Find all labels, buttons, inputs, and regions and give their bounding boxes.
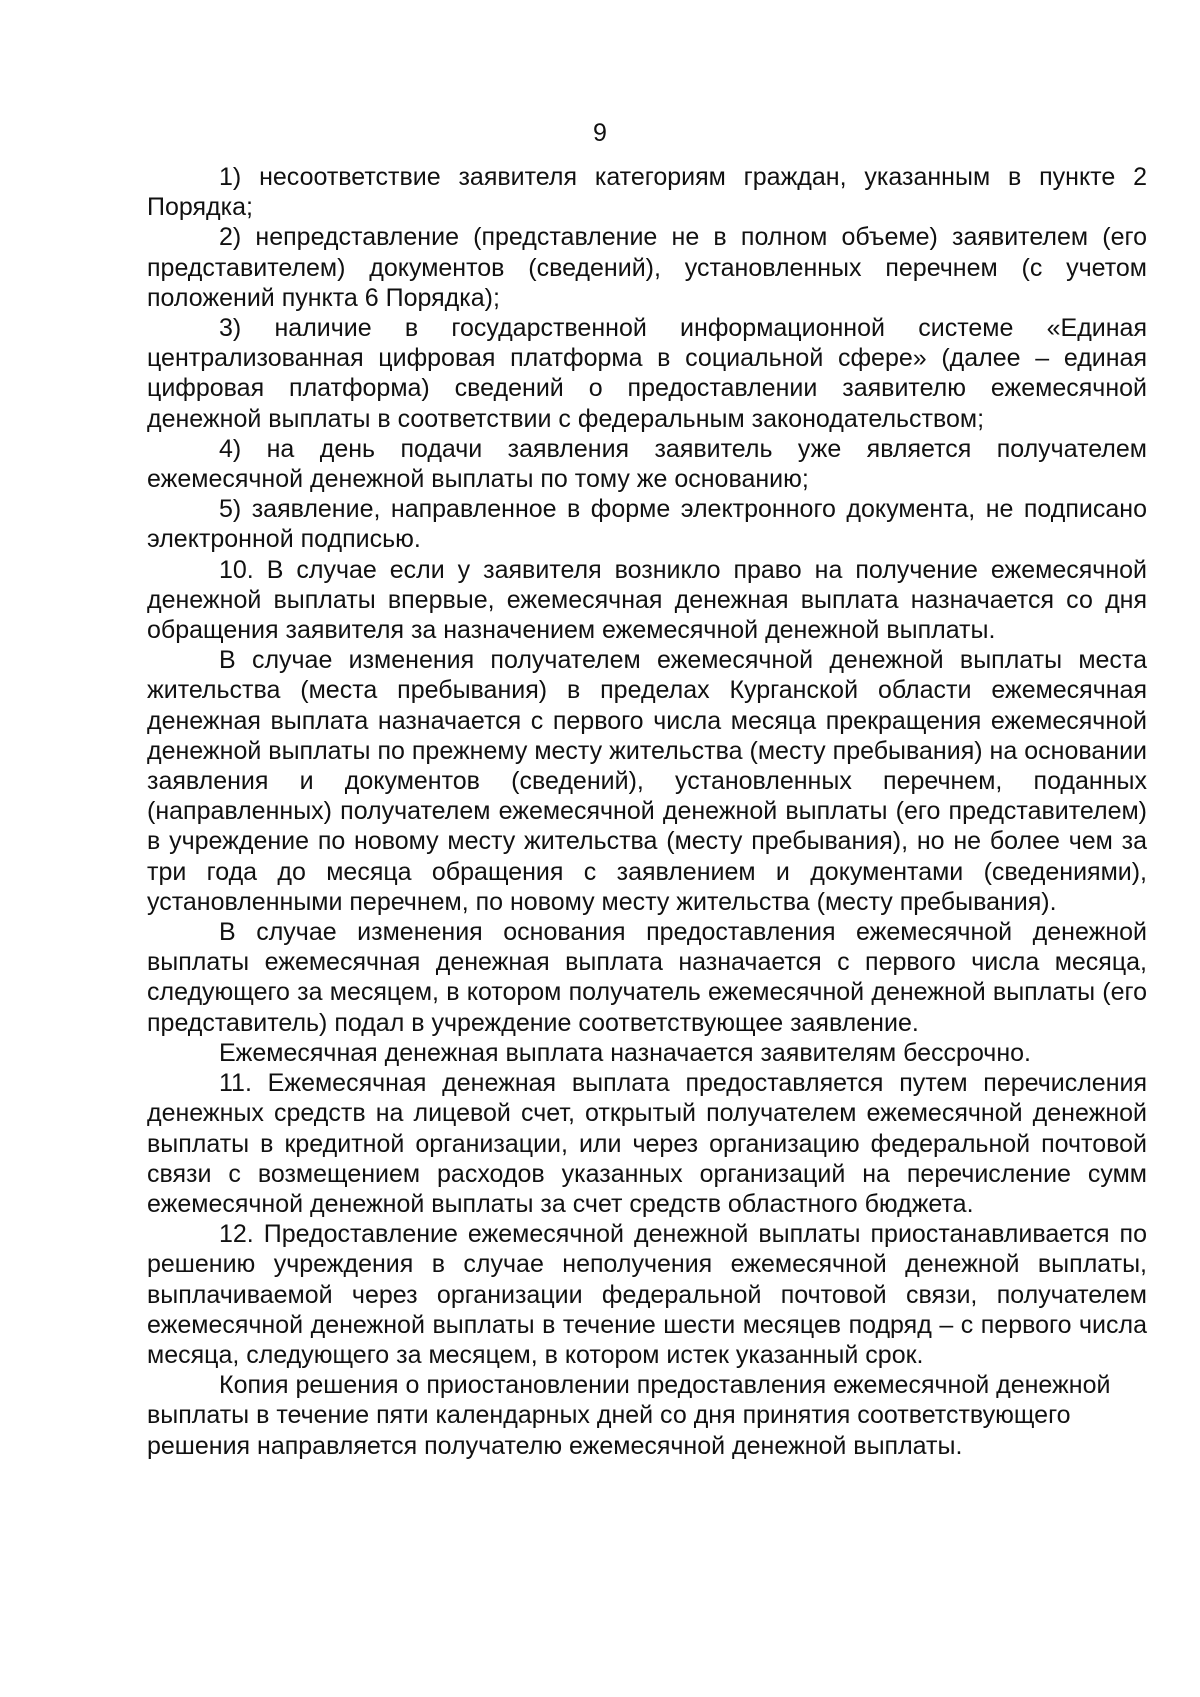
paragraph-item-5: 5) заявление, направленное в форме электронного документа, не подписано электронной подписью. (147, 495, 1147, 554)
page-number: 9 (593, 119, 607, 147)
paragraph-relocation: В случае изменения получателем ежемесячной денежной выплаты места жительства (места пребывания) в пределах Курганской области ежемесячная денежная выплата назначается с первого числа месяца прекращения ежемесячной денежной выплаты по прежнему месту жительства (месту пребывания) на основании заявления и документов (сведений), установленных перечнем, поданных (направленных) получателем ежемесячной денежной выплаты (его представителем) в учреждение по новому месту жительства (месту пребывания), но не более чем за три года до месяца обращения с заявлением и документами (сведениями), установленными перечнем, по новому месту жительства (месту пребывания). (147, 646, 1147, 916)
paragraph-clause-10: 10. В случае если у заявителя возникло право на получение ежемесячной денежной выплаты впервые, ежемесячная денежная выплата назначается со дня обращения заявителя за назначением ежемесячной денежной выплаты. (147, 555, 1147, 645)
paragraph-clause-12: 12. Предоставление ежемесячной денежной выплаты приостанавливается по решению учреждения в случае неполучения ежемесячной денежной выплаты, выплачиваемой через организации федеральной почтовой связи, получателем ежемесячной денежной выплаты в течение шести месяцев подряд – с первого числа месяца, следующего за месяцем, в котором истек указанный срок. (147, 1220, 1147, 1369)
paragraph-basis-change: В случае изменения основания предоставления ежемесячной денежной выплаты ежемесячная денежная выплата назначается с первого числа месяца, следующего за месяцем, в котором получатель ежемесячной денежной выплаты (его представитель) подал в учреждение соответствующее заявление. (147, 918, 1147, 1037)
paragraph-clause-11: 11. Ежемесячная денежная выплата предоставляется путем перечисления денежных средств на лицевой счет, открытый получателем ежемесячной денежной выплаты в кредитной организации, или через организацию федеральной почтовой связи с возмещением расходов указанных организаций на перечисление сумм ежемесячной денежной выплаты за счет средств областного бюджета. (147, 1069, 1147, 1218)
paragraph-item-1: 1) несоответствие заявителя категориям граждан, указанным в пункте 2 Порядка; (147, 163, 1147, 222)
paragraph-item-2: 2) непредставление (представление не в полном объеме) заявителем (его представителем) документов (сведений), установленных перечнем (с учетом положений пункта 6 Порядка); (147, 223, 1147, 312)
paragraph-indefinite: Ежемесячная денежная выплата назначается заявителям бессрочно. (219, 1038, 1031, 1067)
paragraph-decision-copy: Копия решения о приостановлении предоставления ежемесячной денежной выплаты в течение пяти календарных дней со дня принятия соответствующего решения направляется получателю ежемесячной денежной выплаты. (147, 1371, 1111, 1460)
document-body (147, 162, 1147, 1461)
paragraph-item-4: 4) на день подачи заявления заявитель уже является получателем ежемесячной денежной выплаты по тому же основанию; (147, 434, 1147, 494)
paragraph-item-3: 3) наличие в государственной информационной системе «Единая централизованная цифровая платформа в социальной сфере» (далее – единая цифровая платформа) сведений о предоставлении заявителю ежемесячной денежной выплаты в соответствии с федеральным законодательством; (147, 314, 1147, 433)
